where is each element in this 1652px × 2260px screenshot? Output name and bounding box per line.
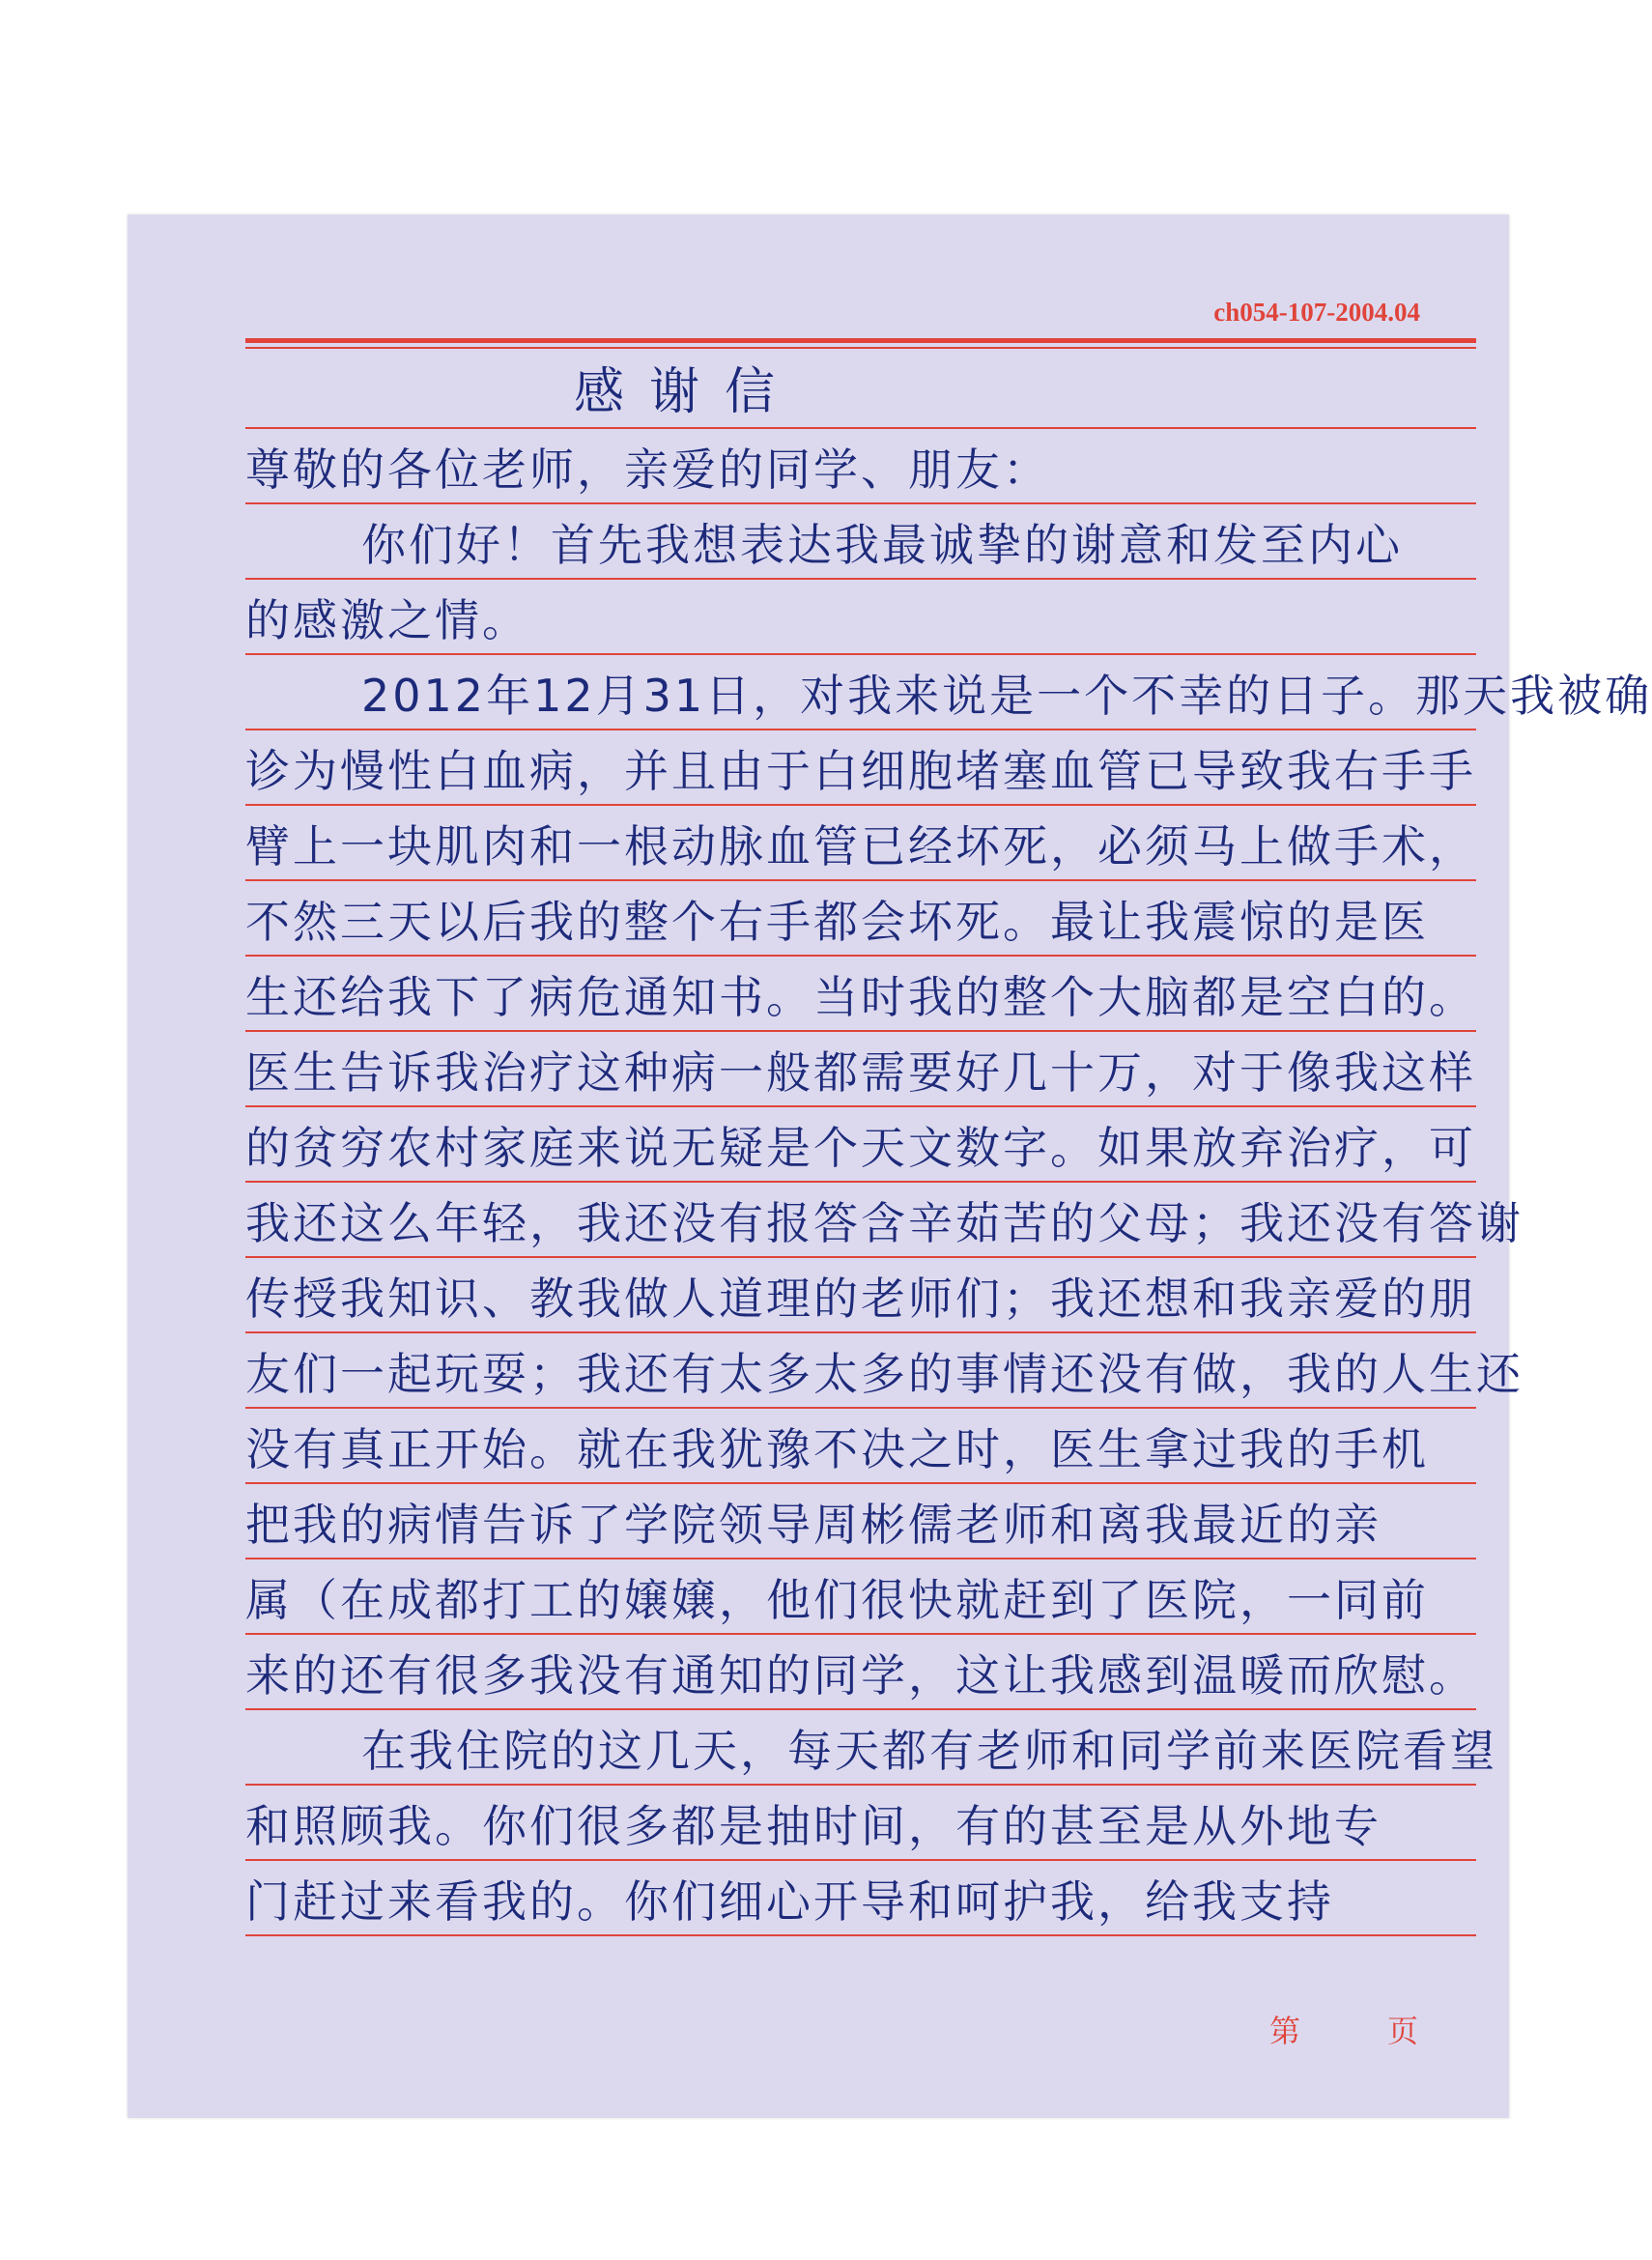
letter-line	[245, 1558, 1476, 1635]
paragraph-text: 门赶过来看我的。你们细心开导和呵护我，给我支持	[245, 1875, 1334, 1928]
paragraph-text: 来的还有很多我没有通知的同学，这让我感到温暖而欣慰。	[245, 1649, 1476, 1702]
letter-line	[245, 1482, 1476, 1559]
letter-line	[245, 653, 1652, 730]
letter-line	[245, 955, 1476, 1032]
page-suffix: 页	[1387, 2013, 1419, 2049]
page-number-footer	[1269, 2007, 1418, 2051]
paragraph-text: 没有真正开始。就在我犹豫不决之时，医生拿过我的手机	[245, 1423, 1429, 1475]
paragraph-text: 你们好！首先我想表达我最诚挚的谢意和发至内心	[361, 519, 1403, 571]
paragraph-text: 的感激之情。	[245, 594, 529, 646]
letter-line	[245, 1859, 1476, 1936]
letter-line	[245, 729, 1476, 806]
salutation: 尊敬的各位老师，亲爱的同学、朋友：	[245, 443, 1050, 496]
letter-line	[245, 1105, 1476, 1183]
paragraph-text: 生还给我下了病危通知书。当时我的整个大脑都是空白的。	[245, 971, 1476, 1023]
letter-line	[245, 1784, 1476, 1861]
paragraph-text: 不然三天以后我的整个右手都会坏死。最让我震惊的是医	[245, 896, 1429, 948]
letter-line	[245, 1256, 1476, 1333]
letter-paper	[128, 215, 1652, 2118]
paragraph-text: 在我住院的这几天，每天都有老师和同学前来医院看望	[361, 1725, 1497, 1777]
letter-title: 感谢信	[574, 363, 801, 421]
letter-line	[245, 1331, 1524, 1409]
letter-line	[245, 804, 1476, 881]
letter-line	[245, 879, 1476, 957]
paragraph-text: 我还这么年轻，我还没有报答含辛茹苦的父母；我还没有答谢	[245, 1197, 1524, 1249]
paragraph-text: 医生告诉我治疗这种病一般都需要好几十万，对于像我这样	[245, 1046, 1476, 1099]
letter-line	[245, 1181, 1524, 1258]
paragraph-text: 友们一起玩耍；我还有太多太多的事情还没有做，我的人生还	[245, 1348, 1524, 1400]
paragraph-text: 把我的病情告诉了学院领导周彬儒老师和离我最近的亲	[245, 1499, 1381, 1551]
title-line	[245, 352, 1476, 429]
letter-line	[245, 427, 1476, 504]
page-prefix: 第	[1269, 2013, 1301, 2049]
paragraph-text: 臂上一块肌肉和一根动脉血管已经坏死，必须马上做手术，	[245, 820, 1476, 873]
header-rule-thin	[245, 347, 1476, 349]
header-rule	[245, 338, 1476, 343]
document-code: ch054-107-2004.04	[1213, 298, 1420, 327]
letter-line	[245, 1030, 1476, 1107]
paragraph-text: 和照顾我。你们很多都是抽时间，有的甚至是从外地专	[245, 1800, 1381, 1852]
letter-line	[245, 502, 1476, 580]
paragraph-text: 诊为慢性白血病，并且由于白细胞堵塞血管已导致我右手手	[245, 745, 1476, 797]
paragraph-text: 传授我知识、教我做人道理的老师们；我还想和我亲爱的朋	[245, 1273, 1476, 1325]
letter-line	[245, 1633, 1476, 1710]
paragraph-text: 2012年12月31日，对我来说是一个不幸的日子。那天我被确	[361, 670, 1652, 722]
paragraph-text: 属（在成都打工的嬢嬢，他们很快就赶到了医院，一同前	[245, 1574, 1429, 1626]
letter-line	[245, 1407, 1476, 1484]
letter-line	[245, 1708, 1497, 1786]
letter-line	[245, 578, 1476, 655]
paragraph-text: 的贫穷农村家庭来说无疑是个天文数字。如果放弃治疗，可	[245, 1122, 1476, 1174]
